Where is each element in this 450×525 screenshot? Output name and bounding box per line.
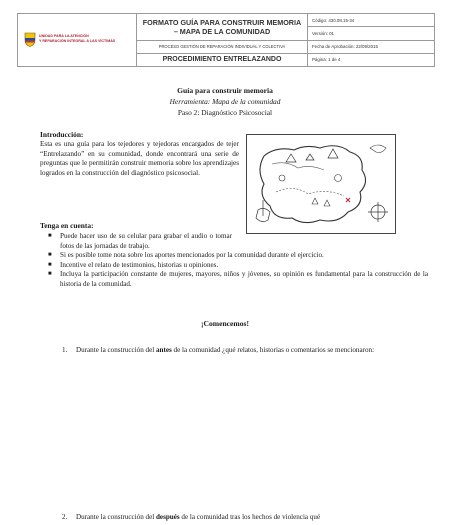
list-item-text: Incentive el relato de testimonios, historias u opiniones.: [60, 260, 219, 269]
document-title: FORMATO GUÍA PARA CONSTRUIR MEMORIA: [142, 17, 302, 27]
procedure-label: PROCEDIMIENTO ENTRELAZANDO: [162, 55, 282, 63]
question-1: [62, 346, 416, 356]
list-item: [48, 251, 428, 261]
start-heading: ¡Comencemos!: [200, 319, 250, 328]
crest-icon: [24, 32, 36, 47]
considerations-heading: Tenga en cuenta:: [40, 221, 94, 230]
entity-name: [39, 34, 133, 43]
square-bullet-icon: ■: [48, 233, 52, 239]
entity-name-line: Y REPARACIÓN INTEGRAL A LAS VÍCTIMAS: [39, 38, 116, 43]
process-label: PROCESO GESTIÓN DE REPARACIÓN INDIVIDUAL Y COLECTIVA: [158, 43, 286, 49]
page-number: Página: 1 de 4: [308, 53, 435, 66]
considerations-list: [48, 232, 428, 290]
question-text: de la comunidad ¿qué relatos, historias o comentarios se mencionaron:: [171, 346, 375, 354]
question-2: [62, 513, 416, 523]
question-text: de la comunidad tras los hechos de violencia qué: [179, 513, 321, 521]
list-item: [48, 232, 232, 251]
guide-title: Guía para construir memoria: [177, 86, 273, 95]
tool-subtitle: Herramienta: Mapa de la comunidad: [169, 97, 281, 106]
question-text: Durante la construcción del: [76, 513, 156, 521]
question-number: 1.: [62, 346, 68, 354]
document-code: Código: 430.08.15-34: [308, 14, 435, 27]
document-version: Versión: 01: [308, 27, 435, 40]
process-name: [137, 40, 308, 53]
list-item: [48, 261, 428, 271]
document-title-cell: [137, 14, 308, 41]
list-item-text: Si es posible tome nota sobre los aportes mencionados por la comunidad durante el ejercicio.: [60, 251, 324, 260]
square-bullet-icon: ■: [48, 261, 52, 268]
question-text: Durante la construcción del: [76, 346, 156, 354]
list-item-text: Puede hacer uso de su celular para grabar el audio o tomar fotos de las jornadas de trabajo.: [60, 232, 232, 250]
square-bullet-icon: ■: [48, 271, 52, 278]
document-title-line2: – MAPA DE LA COMUNIDAD: [173, 26, 271, 36]
question-emphasis: después: [155, 513, 180, 521]
question-number: 2.: [62, 513, 68, 521]
step-subtitle: Paso 2: Diagnóstico Psicosocial: [177, 108, 273, 117]
approval-date: Fecha de Aprobación: 22/09/2015: [308, 40, 435, 53]
intro-paragraph: Esta es una guía para los tejedores y tejedoras encargados de tejer “Entrelazando” en su comunidad, donde encontrará una serie de preguntas que le permitirán construir memoria sobre los aprendizajes logrados en la construcción del diagnóstico psicosocial.: [40, 140, 239, 177]
entity-name-line: UNIDAD PARA LA ATENCIÓN: [39, 34, 89, 38]
list-item: [48, 270, 428, 289]
list-item-text: Incluya la participación constante de mujeres, mayores, niños y jóvenes, su opinión es fundamental para la construcción de la historia de la comunidad.: [60, 270, 428, 288]
document-header: [17, 13, 435, 67]
entity-logo: [18, 14, 137, 67]
community-map-illustration: [246, 134, 396, 234]
square-bullet-icon: ■: [48, 252, 52, 259]
procedure-name: [137, 53, 308, 66]
question-emphasis: antes: [155, 346, 172, 354]
intro-heading: Introducción:: [40, 130, 84, 139]
